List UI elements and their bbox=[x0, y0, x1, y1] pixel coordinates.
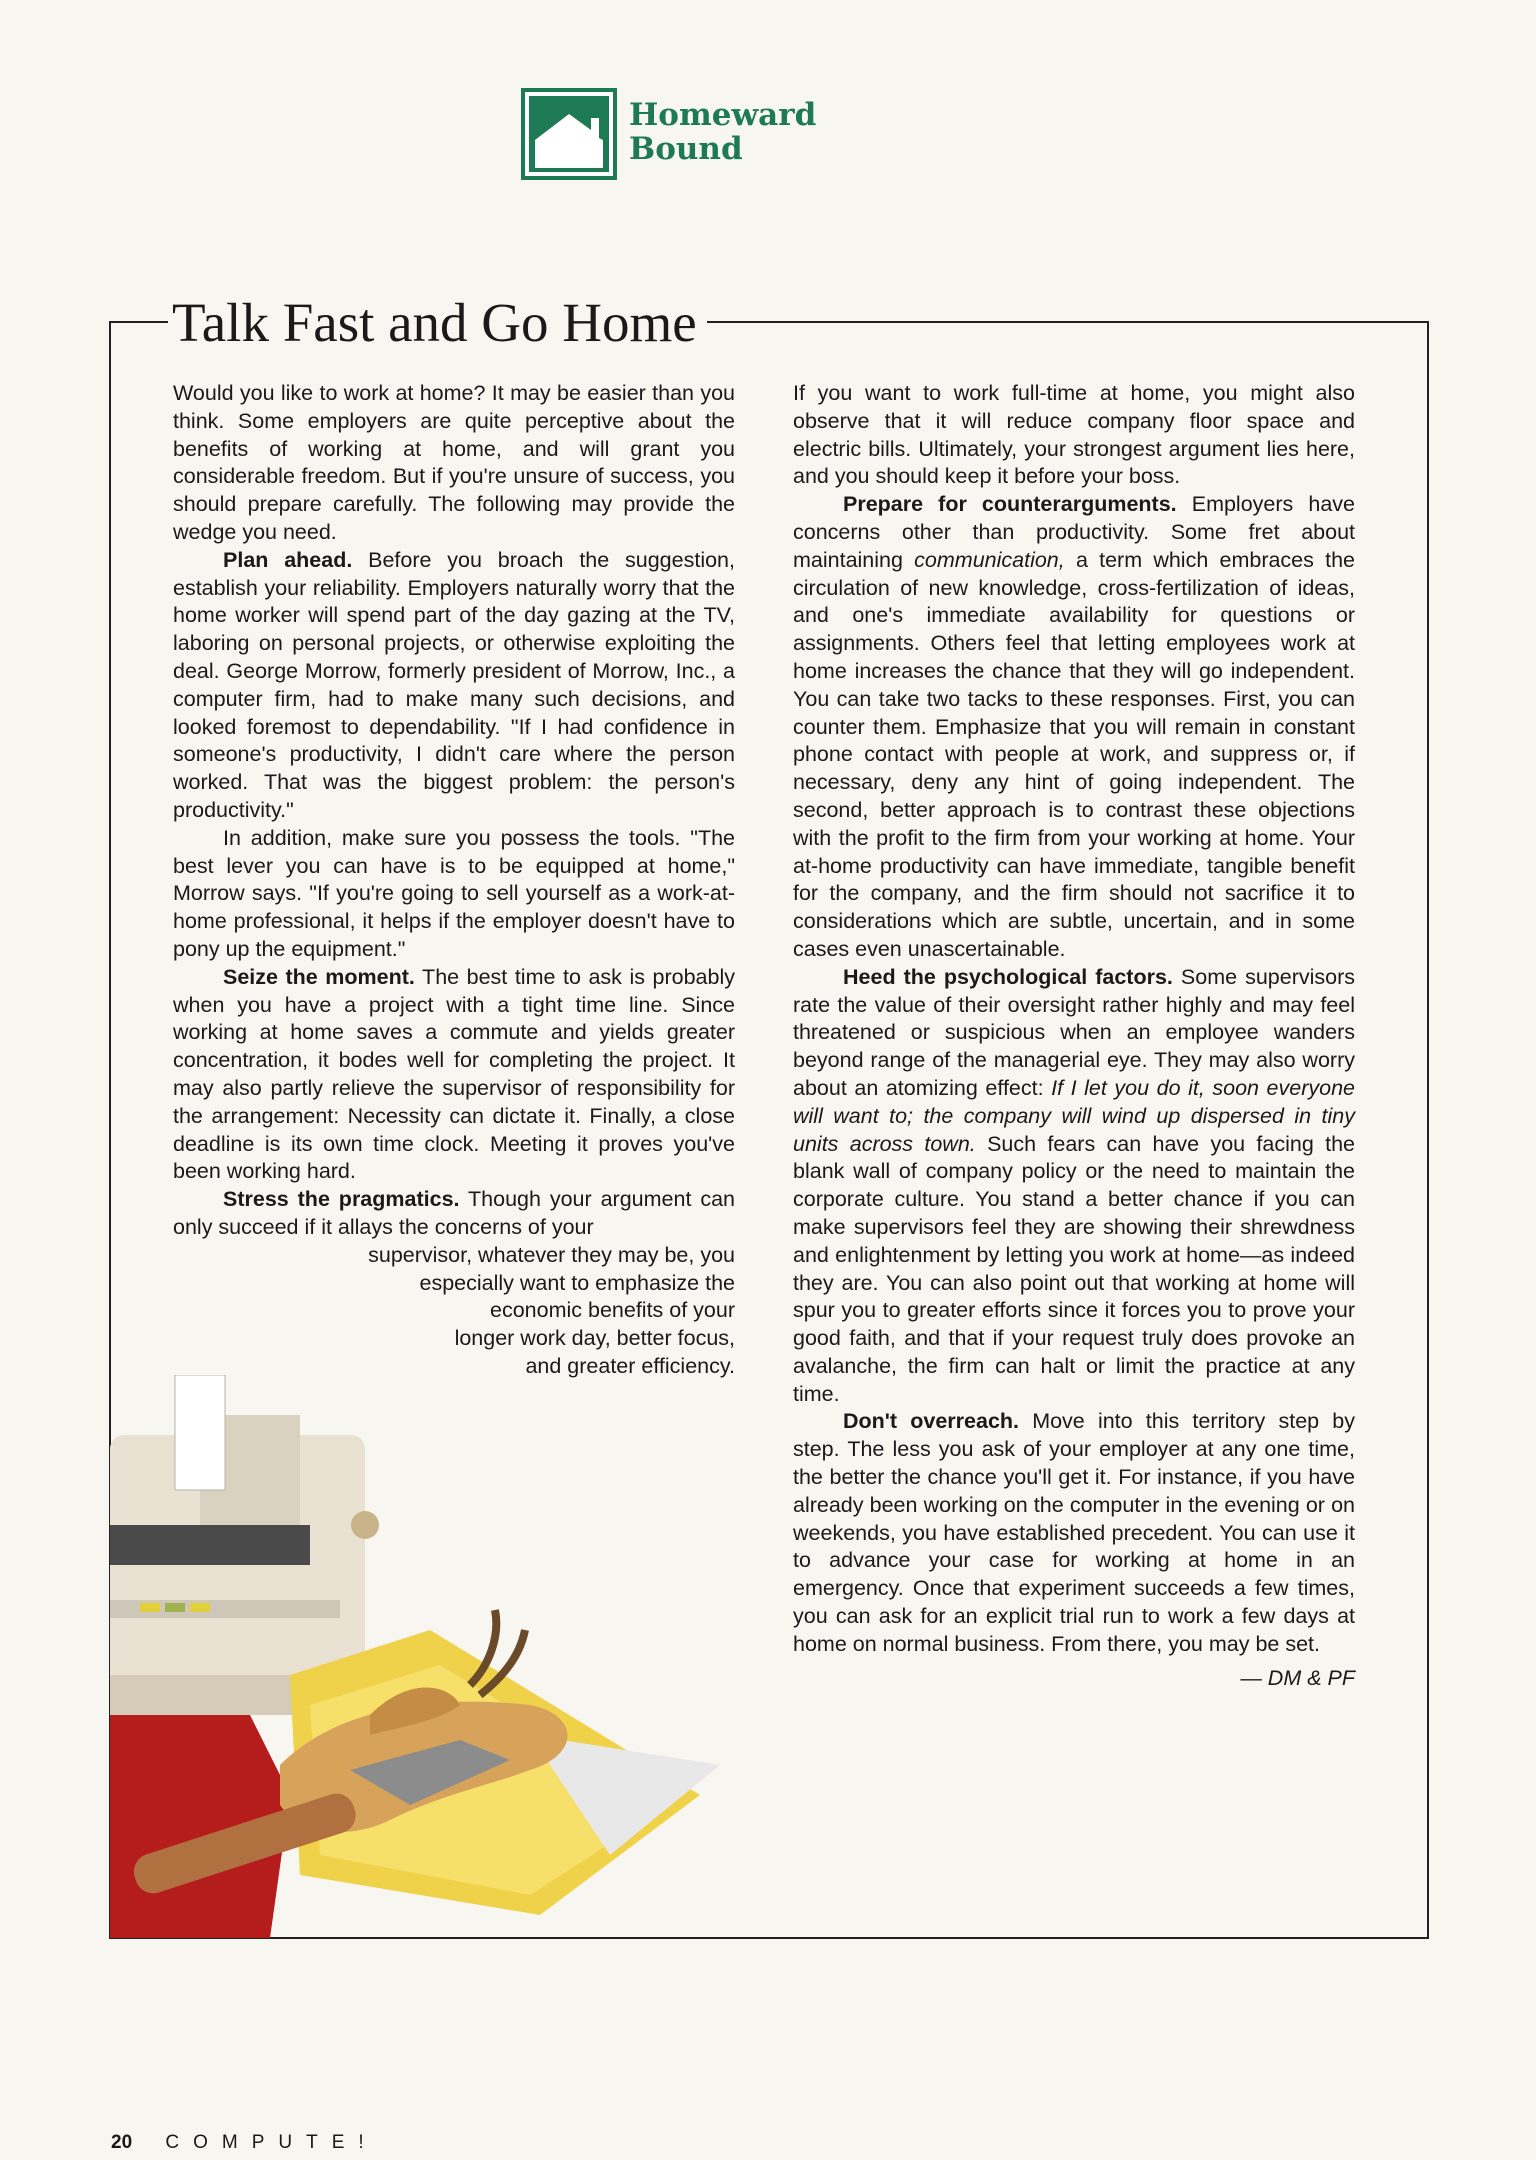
byline: — DM & PF bbox=[1240, 1665, 1355, 1690]
run-in-heading: Prepare for counterarguments. bbox=[843, 492, 1177, 517]
run-in-heading: Don't overreach. bbox=[843, 1409, 1020, 1434]
section-title bbox=[629, 98, 816, 166]
illustration-printer-gloves-trowel bbox=[110, 1375, 730, 1938]
text-wrap-around-photo: supervisor, whatever they may be, you especially want to emphasize the economic benefits of your longer work day, better focus, and greater efficiency. bbox=[368, 1242, 735, 1378]
paragraph: Stress the pragmatics. Though your argument can only succeed if it allays the concerns of your bbox=[173, 1187, 735, 1239]
article-column-right bbox=[793, 380, 1355, 1692]
section-title-line1: Homeward bbox=[629, 97, 817, 133]
paragraph: Don't overreach. Move into this territory step by step. The less you ask of your employer at any one time, the better the chance you'll get it. For instance, if you have already been working on the computer in the evening or on weekends, you have established precedent. You can use it to advance your case for working at home in an emergency. Once that experiment succeeds a few times, you can ask for an explicit trial run to work a few days at home on normal business. From there, you may be set. bbox=[793, 1409, 1355, 1656]
paragraph: Prepare for counterarguments. Employers have concerns other than productivity. Some fret about maintaining communication, a term which embraces the circulation of new knowledge, cross-fertilization of ideas, and one's immediate availability for questions or assignments. Others feel that letting employees work at home increases the chance that they will go independent. You can take two tacks to these responses. First, you can counter them. Emphasize that you will remain in constant phone contact with people at work, and suppress or, if necessary, deny any hint of going independent. The second, better approach is to contrast these objections with the profit to the firm from your working at home. Your at-home productivity can have immediate, tangible benefit for the company, and the firm should not sacrifice it to considerations which are subtle, uncertain, and in some cases even unascertainable. bbox=[793, 492, 1355, 961]
paragraph: Would you like to work at home? It may be easier than you think. Some employers are quite perceptive about the benefits of working at home, and will grant you considerable freedom. But if you're unsure of success, you should prepare carefully. The following may provide the wedge you need. bbox=[173, 381, 735, 544]
article-title: Talk Fast and Go Home bbox=[168, 290, 707, 356]
paragraph: Plan ahead. Before you broach the suggestion, establish your reliability. Employers naturally worry that the home worker will spend part of the day gazing at the TV, laboring on personal projects, or otherwise exploiting the deal. George Morrow, formerly president of Morrow, Inc., a computer firm, had to make many such decisions, and looked foremost to dependability. "If I had confidence in someone's productivity, I didn't care where the person worked. That was the biggest problem: the person's productivity." bbox=[173, 547, 735, 822]
page-footer bbox=[111, 2132, 378, 2154]
run-in-heading: Stress the pragmatics. bbox=[223, 1187, 460, 1212]
paragraph: Heed the psychological factors. Some supervisors rate the value of their oversight rather highly and may feel threatened or suspicious when an employee wanders beyond range of the managerial eye. They may also worry about an atomizing effect: If I let you do it, soon everyone will want to; the company will wind up dispersed in tiny units across town. Such fears can have you facing the blank wall of company policy or the need to maintain the corporate culture. You stand a better chance if you can make supervisors feel they are showing their shrewdness and enlightenment by letting you work at home—as indeed they are. You can also point out that working at home will spur you to greater efforts since it forces you to prove your good faith, and that if your request truly does provoke an avalanche, the firm can halt or limit the practice at any time. bbox=[793, 964, 1356, 1406]
run-in-heading: Heed the psychological factors. bbox=[843, 964, 1173, 989]
page-number: 20 bbox=[111, 2132, 133, 2153]
run-in-heading: Plan ahead. bbox=[223, 547, 353, 572]
article-column-left bbox=[173, 380, 735, 1381]
run-in-heading: Seize the moment. bbox=[223, 964, 415, 989]
paragraph: If you want to work full-time at home, you might also observe that it will reduce company floor space and electric bills. Ultimately, your strongest argument lies here, and you should keep it before your boss. bbox=[793, 381, 1355, 489]
section-logo bbox=[521, 88, 841, 180]
paragraph: Seize the moment. The best time to ask is probably when you have a project with a tight time line. Since working at home saves a commute and yields greater concentration, it bodes well for completing the project. It may also partly relieve the supervisor of responsibility for the arrangement: Necessity can dictate it. Finally, a close deadline is its own time clock. Meeting it proves you've been working hard. bbox=[173, 964, 735, 1184]
magazine-name: COMPUTE! bbox=[165, 2132, 378, 2153]
house-icon bbox=[521, 88, 617, 180]
section-title-line2: Bound bbox=[629, 131, 743, 167]
paragraph: In addition, make sure you possess the tools. "The best lever you can have is to be equipped at home," Morrow says. "If you're going to sell yourself as a work-at-home professional, it helps if the employer doesn't have to pony up the equipment." bbox=[173, 825, 735, 961]
